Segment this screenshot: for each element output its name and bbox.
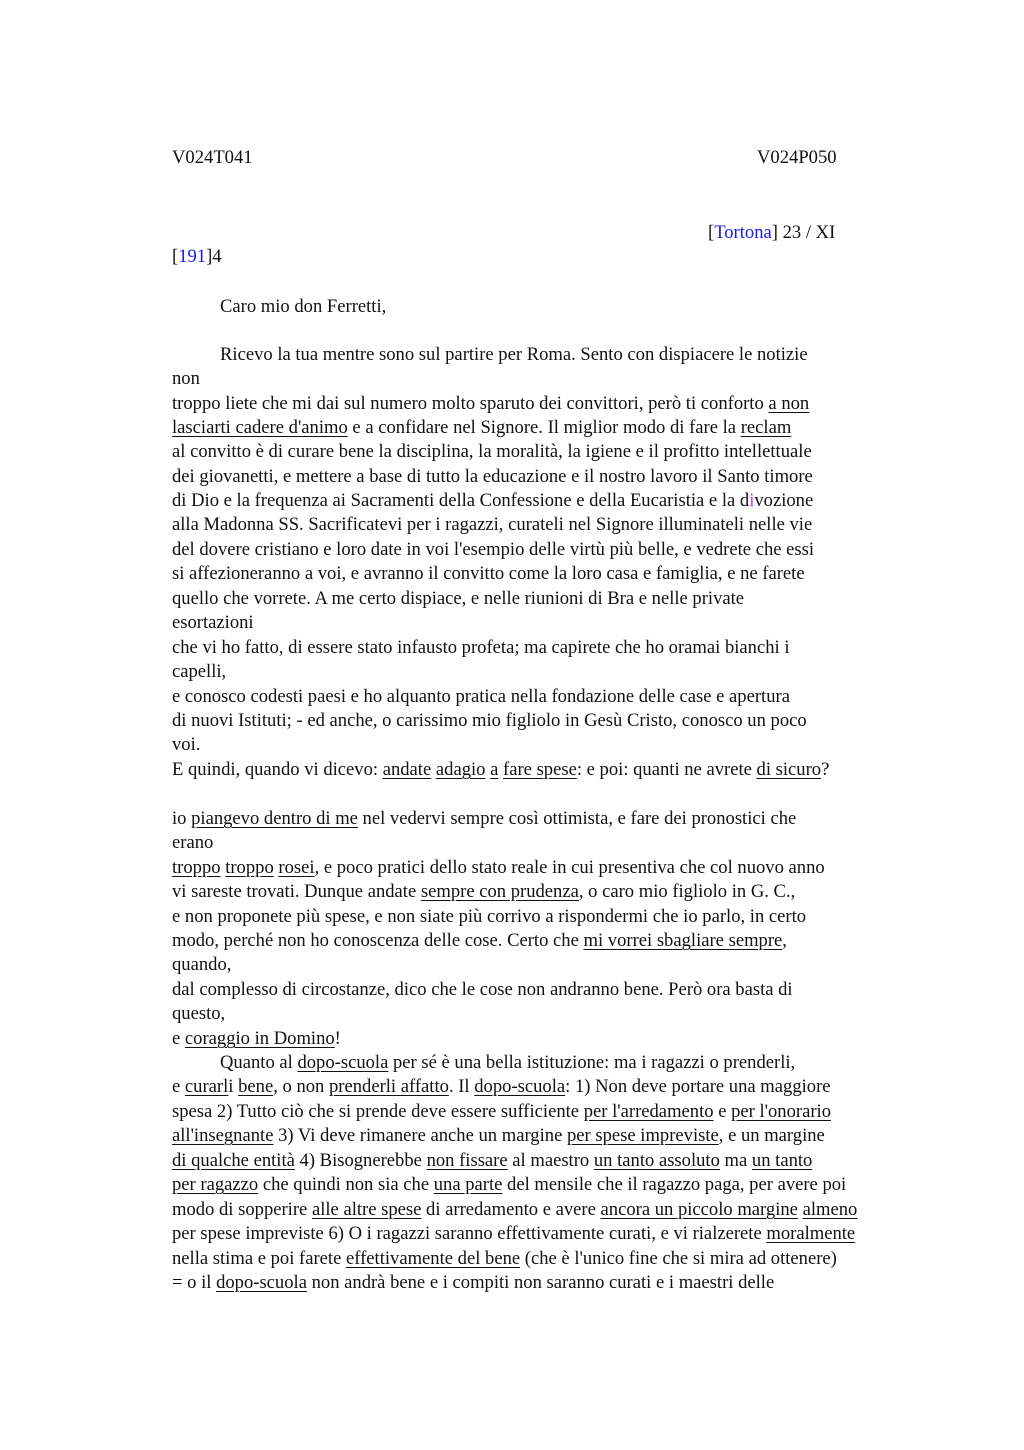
- letter-line: [172, 660, 226, 684]
- text-run: vozione: [754, 490, 814, 511]
- underlined-phrase: dopo-scuola: [216, 1272, 307, 1293]
- underlined-phrase: mi vorrei sbagliare sempre: [583, 930, 783, 951]
- text-run: quando,: [172, 954, 232, 975]
- letter-line: [172, 685, 790, 709]
- underlined-phrase: un tanto: [751, 1150, 813, 1171]
- text-run: 3) Vi deve rimanere anche un margine: [273, 1125, 567, 1146]
- letter-line: [172, 1198, 857, 1222]
- text-run: del dovere cristiano e loro date in voi l'esempio delle virtù più belle, e vedrete che essi: [172, 539, 815, 560]
- underlined-phrase: rosei: [278, 857, 315, 878]
- letter-line: [172, 905, 806, 929]
- letter-line: [172, 929, 787, 953]
- underlined-phrase: troppo: [225, 857, 274, 878]
- letter-line: [172, 1027, 341, 1051]
- text-run: i: [228, 1076, 239, 1097]
- letter-line: [172, 758, 829, 782]
- text-run: vi sareste trovati. Dunque andate: [172, 881, 421, 902]
- letter-line: [172, 1124, 825, 1148]
- text-run: ?: [821, 759, 830, 780]
- text-run: 4) Bisognerebbe: [294, 1150, 427, 1171]
- text-run: = o il: [172, 1272, 217, 1293]
- text-run: ma: [719, 1150, 752, 1171]
- letter-line: [220, 343, 808, 367]
- letter-line: [172, 856, 825, 880]
- year-line: [191]4: [172, 246, 222, 267]
- letter-line: [172, 489, 813, 513]
- underlined-phrase: dopo-scuola: [474, 1076, 566, 1097]
- text-run: del mensile che il ragazzo paga, per avere poi: [502, 1174, 847, 1195]
- highlighted-letter: i: [749, 490, 755, 511]
- underlined-phrase: moralmente: [766, 1223, 856, 1244]
- underlined-phrase: almeno: [802, 1199, 858, 1220]
- text-run: (che è l'unico fine che si mira ad ottenere): [520, 1248, 837, 1269]
- year-digit: 4: [212, 246, 222, 267]
- underlined-phrase: bene: [238, 1076, 274, 1097]
- letter-line: [172, 831, 213, 855]
- underlined-phrase: andate: [382, 759, 432, 780]
- text-run: voi.: [172, 734, 201, 755]
- letter-line: [172, 392, 809, 416]
- text-run: e: [172, 1076, 185, 1097]
- text-run: !: [334, 1028, 341, 1049]
- underlined-phrase: una parte: [433, 1174, 503, 1195]
- text-run: dei giovanetti, e mettere a base di tutto la educazione e il nostro lavoro il Santo timore: [172, 466, 813, 487]
- underlined-phrase: lasciarti cadere d'animo: [172, 417, 348, 438]
- underlined-phrase: dopo-scuola: [297, 1052, 389, 1073]
- text-run: troppo liete che mi dai sul numero molto sparuto dei convittori, però ti conforto: [172, 393, 769, 414]
- text-run: erano: [172, 832, 214, 853]
- underlined-phrase: di sicuro: [756, 759, 822, 780]
- text-run: dal complesso di circostanze, dico che le cose non andranno bene. Però ora basta di: [172, 979, 793, 1000]
- text-run: di arredamento e avere: [421, 1199, 601, 1220]
- text-run: ,: [782, 930, 787, 951]
- letter-line: [172, 1149, 812, 1173]
- letter-line: [172, 978, 793, 1002]
- letter-line: [172, 807, 796, 831]
- letter-line: [172, 1247, 837, 1271]
- underlined-phrase: troppo: [172, 857, 221, 878]
- text-run: : 1) Non deve portare una maggiore: [565, 1076, 831, 1097]
- underlined-phrase: prenderli affatto: [328, 1076, 449, 1097]
- text-run: , o caro mio figliolo in G. C.,: [578, 881, 796, 902]
- document-code-right: V024P050: [757, 147, 837, 168]
- text-run: esortazioni: [172, 612, 254, 633]
- text-run: nel vedervi sempre così ottimista, e fare dei pronostici che: [357, 808, 797, 829]
- letter-line: [172, 953, 231, 977]
- text-run: per sé è una bella istituzione: ma i ragazzi o prenderli,: [388, 1052, 796, 1073]
- letter-line: [172, 416, 791, 440]
- text-run: e: [172, 1028, 185, 1049]
- underlined-phrase: effettivamente del bene: [345, 1248, 521, 1269]
- underlined-phrase: reclam: [740, 417, 792, 438]
- underlined-phrase: non fissare: [426, 1150, 508, 1171]
- document-code-left: V024T041: [172, 147, 253, 168]
- underlined-phrase: alle altre spese: [311, 1199, 422, 1220]
- letter-line: [220, 1051, 795, 1075]
- underlined-phrase: a non: [768, 393, 810, 414]
- text-run: di nuovi Istituti; - ed anche, o carissimo mio figliolo in Gesù Cristo, conosco un poco: [172, 710, 807, 731]
- salutation: Caro mio don Ferretti,: [220, 296, 387, 317]
- text-run: , e un margine: [718, 1125, 825, 1146]
- underlined-phrase: all'insegnante: [172, 1125, 274, 1146]
- text-run: Quanto al: [220, 1052, 298, 1073]
- text-run: per spese impreviste 6) O i ragazzi saranno effettivamente curati, e vi rialzerete: [172, 1223, 767, 1244]
- letter-line: [172, 1075, 831, 1099]
- text-run: al convitto è di curare bene la disciplina, la moralità, la igiene e il profitto intellettuale: [172, 441, 812, 462]
- letter-line: [172, 513, 812, 537]
- letter-line: [172, 611, 254, 635]
- letter-line: [172, 440, 812, 464]
- letter-line: [172, 1002, 225, 1026]
- letter-line: [172, 733, 200, 757]
- letter-line: [172, 587, 744, 611]
- text-run: e conosco codesti paesi e ho alquanto pratica nella fondazione delle case e apertura: [172, 686, 790, 707]
- text-run: si affezioneranno a voi, e avranno il convitto come la loro casa e famiglia, e ne farete: [172, 563, 805, 584]
- letter-line: [172, 709, 807, 733]
- letter-line: [172, 1271, 774, 1295]
- underlined-phrase: piangevo dentro di me: [191, 808, 358, 829]
- text-run: nella stima e poi farete: [172, 1248, 346, 1269]
- text-run: e: [713, 1101, 732, 1122]
- underlined-phrase: per spese impreviste: [566, 1125, 719, 1146]
- text-run: , e poco pratici dello stato reale in cui presentiva che col nuovo anno: [314, 857, 825, 878]
- text-run: e a confidare nel Signore. Il miglior modo di fare la: [347, 417, 741, 438]
- text-run: spesa 2) Tutto ciò che si prende deve essere sufficiente: [172, 1101, 584, 1122]
- letter-line: [172, 1100, 831, 1124]
- underlined-phrase: ancora un piccolo margine: [600, 1199, 798, 1220]
- text-run: capelli,: [172, 661, 227, 682]
- text-run: modo, perché non ho conoscenza delle cose. Certo che: [172, 930, 584, 951]
- letter-line: [172, 1222, 855, 1246]
- letter-line: [172, 880, 795, 904]
- text-run: questo,: [172, 1003, 226, 1024]
- place-link[interactable]: Tortona: [714, 222, 772, 243]
- underlined-phrase: a: [490, 759, 499, 780]
- text-run: e non proponete più spese, e non siate più corrivo a rispondermi che io parlo, in certo: [172, 906, 807, 927]
- text-run: Ricevo la tua mentre sono sul partire per Roma. Sento con dispiacere le notizie: [220, 344, 808, 365]
- text-run: , o non: [273, 1076, 329, 1097]
- underlined-phrase: un tanto assoluto: [593, 1150, 720, 1171]
- underlined-phrase: per ragazzo: [172, 1174, 259, 1195]
- text-run: che vi ho fatto, di essere stato infausto profeta; ma capirete che ho oramai bianchi i: [172, 637, 790, 658]
- underlined-phrase: per l'onorario: [731, 1101, 832, 1122]
- text-run: io: [172, 808, 192, 829]
- text-run: : e poi: quanti ne avrete: [576, 759, 757, 780]
- text-run: E quindi, quando vi dicevo:: [172, 759, 383, 780]
- letter-line: [172, 465, 813, 489]
- underlined-phrase: per l'arredamento: [583, 1101, 714, 1122]
- underlined-phrase: di qualche entità: [172, 1150, 295, 1171]
- underlined-phrase: fare spese: [503, 759, 577, 780]
- letter-line: [172, 562, 805, 586]
- text-run: non: [172, 368, 200, 389]
- underlined-phrase: coraggio in Domino: [184, 1028, 335, 1049]
- text-run: al maestro: [507, 1150, 594, 1171]
- date-text: 23 / XI: [782, 222, 836, 243]
- text-run: . Il: [448, 1076, 475, 1097]
- text-run: quello che vorrete. A me certo dispiace, e nelle riunioni di Bra e nelle private: [172, 588, 745, 609]
- text-run: che quindi non sia che: [258, 1174, 434, 1195]
- underlined-phrase: adagio: [435, 759, 486, 780]
- text-run: modo di sopperire: [172, 1199, 312, 1220]
- underlined-phrase: curarl: [184, 1076, 229, 1097]
- text-run: non andrà bene e i compiti non saranno curati e i maestri delle: [306, 1272, 775, 1293]
- text-run: di Dio e la frequenza ai Sacramenti della Confessione e della Eucaristia e la d: [172, 490, 750, 511]
- underlined-phrase: sempre con prudenza: [420, 881, 579, 902]
- letter-line: [172, 538, 814, 562]
- dateline: [Tortona] 23 / XI: [708, 222, 836, 243]
- letter-line: [172, 1173, 846, 1197]
- letter-line: [172, 636, 790, 660]
- year-link[interactable]: 191: [178, 246, 207, 267]
- letter-line: [172, 367, 200, 391]
- text-run: alla Madonna SS. Sacrificatevi per i ragazzi, curateli nel Signore illuminateli nelle vie: [172, 514, 813, 535]
